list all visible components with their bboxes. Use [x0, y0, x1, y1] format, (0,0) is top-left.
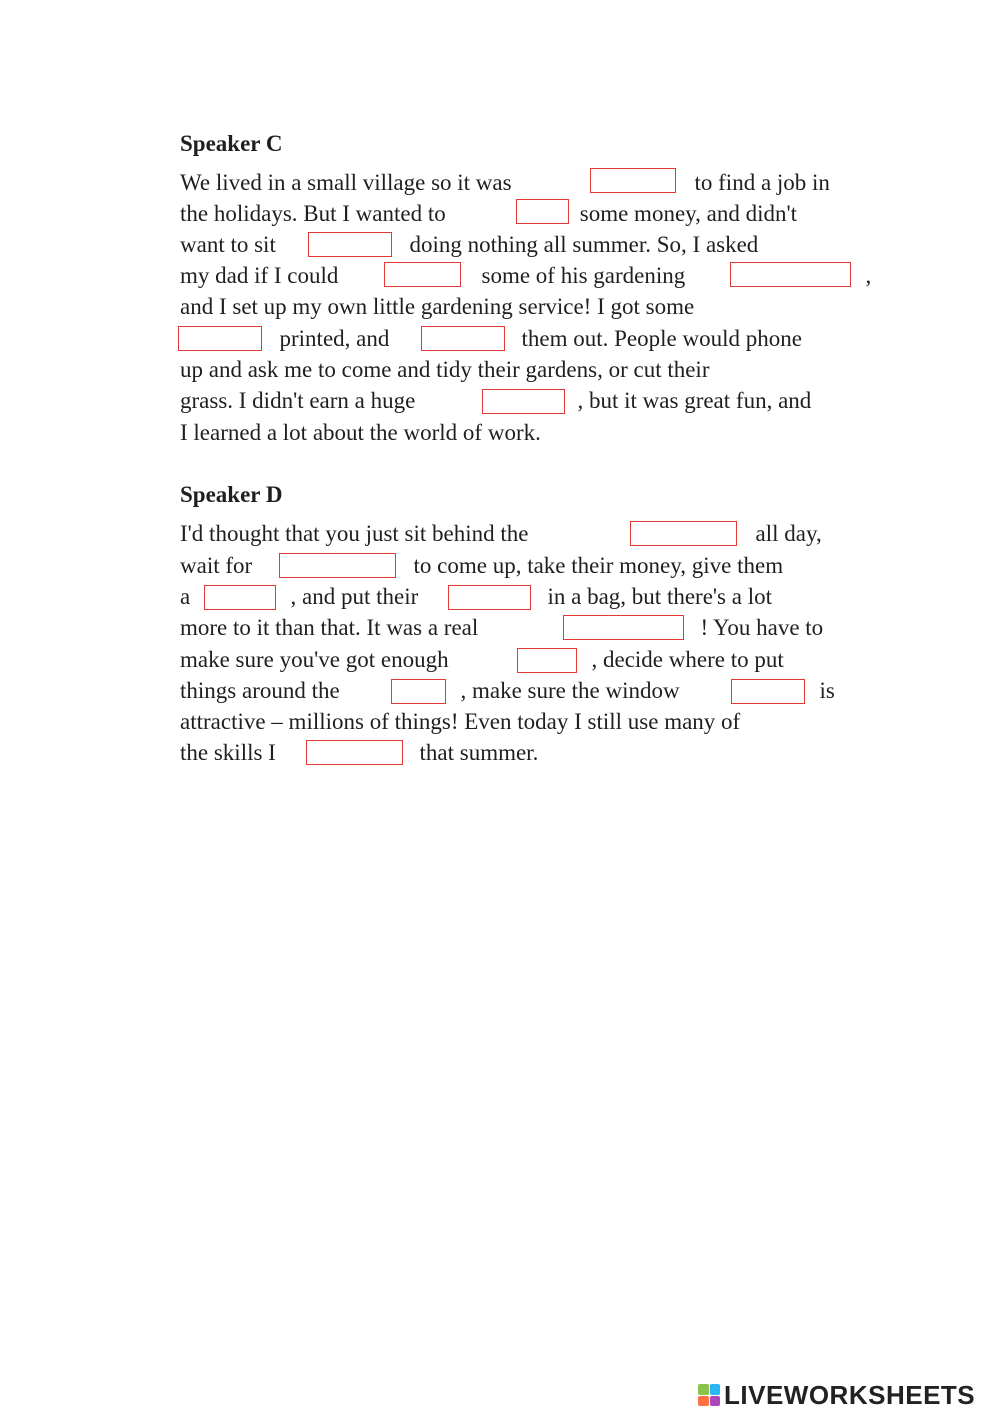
speaker-c-line-1: We lived in a small village so it was: [180, 170, 518, 195]
blank-c-4-input[interactable]: [385, 263, 460, 286]
blank-d-2[interactable]: [279, 553, 396, 578]
speaker-d-line-2: wait for: [180, 553, 258, 578]
speaker-d-line-1-tail: all day,: [744, 521, 822, 546]
speaker-c-line-9: I learned a lot about the world of work.: [180, 420, 541, 445]
blank-d-4[interactable]: [448, 585, 531, 610]
blank-c-1-input[interactable]: [591, 169, 675, 192]
blank-d-1[interactable]: [630, 521, 737, 546]
blank-d-7-input[interactable]: [392, 680, 445, 703]
blank-c-6[interactable]: [178, 326, 262, 351]
speaker-d-line-3: a: [180, 584, 196, 609]
speaker-c-line-1-tail: to find a job in: [683, 170, 830, 195]
speaker-d-line-6-tail: is: [808, 678, 835, 703]
speaker-c-line-4: my dad if I could: [180, 263, 345, 288]
logo-square-e: [710, 1396, 721, 1407]
blank-d-5[interactable]: [563, 615, 684, 640]
speaker-d-line-2-tail: to come up, take their money, give them: [402, 553, 784, 578]
blank-d-4-input[interactable]: [449, 586, 530, 609]
blank-d-7[interactable]: [391, 679, 446, 704]
blank-d-2-input[interactable]: [280, 554, 395, 577]
logo-square-i: [710, 1384, 721, 1395]
liveworksheets-logo[interactable]: [698, 1380, 975, 1410]
blank-c-7[interactable]: [421, 326, 505, 351]
speaker-d-line-3-tail: in a bag, but there's a lot: [536, 584, 772, 609]
blank-c-7-input[interactable]: [422, 327, 504, 350]
blank-c-8-input[interactable]: [483, 390, 564, 413]
blank-c-3[interactable]: [308, 232, 392, 257]
blank-d-6-input[interactable]: [518, 649, 576, 672]
speaker-c-heading: Speaker C: [180, 131, 283, 156]
blank-c-1[interactable]: [590, 168, 676, 193]
speaker-d-line-3-mid: , and put their: [279, 584, 424, 609]
speaker-d-line-5-tail: , decide where to put: [580, 647, 784, 672]
logo-square-v: [698, 1396, 709, 1407]
blank-c-6-input[interactable]: [179, 327, 261, 350]
speaker-c-line-7: up and ask me to come and tidy their gardens, or cut their: [180, 357, 710, 382]
speaker-c-line-8: grass. I didn't earn a huge: [180, 388, 422, 413]
speaker-c-line-6-tail: them out. People would phone: [510, 326, 802, 351]
speaker-c-line-3-tail: doing nothing all summer. So, I asked: [398, 232, 759, 257]
logo-text: LIVEWORKSHEETS: [724, 1379, 976, 1410]
logo-square-l: [698, 1384, 709, 1395]
speaker-c-line-2-tail: some money, and didn't: [574, 201, 798, 226]
speaker-d-line-7: attractive – millions of things! Even today I still use many of: [180, 709, 741, 734]
blank-c-5[interactable]: [730, 262, 851, 287]
speaker-d-line-1: I'd thought that you just sit behind the: [180, 521, 535, 546]
speaker-c-line-6: printed, and: [268, 326, 396, 351]
blank-c-2-input[interactable]: [517, 200, 568, 223]
blank-d-9-input[interactable]: [307, 741, 402, 764]
speaker-d-line-6-mid: , make sure the window: [449, 678, 686, 703]
blank-d-6[interactable]: [517, 648, 577, 673]
speaker-c-line-5: and I set up my own little gardening service! I got some: [180, 294, 695, 319]
speaker-c-line-4-tail: ,: [854, 263, 872, 288]
speaker-d-heading: Speaker D: [180, 482, 283, 507]
blank-c-2[interactable]: [516, 199, 569, 224]
speaker-d-line-8: the skills I: [180, 740, 282, 765]
blank-c-8[interactable]: [482, 389, 565, 414]
speaker-d-line-6: things around the: [180, 678, 346, 703]
blank-d-8-input[interactable]: [732, 680, 804, 703]
speaker-c-line-3: want to sit: [180, 232, 282, 257]
blank-c-4[interactable]: [384, 262, 461, 287]
speaker-d-line-5: make sure you've got enough: [180, 647, 455, 672]
logo-mark-icon: [698, 1384, 720, 1406]
blank-d-8[interactable]: [731, 679, 805, 704]
blank-c-3-input[interactable]: [309, 233, 391, 256]
blank-d-1-input[interactable]: [631, 522, 736, 545]
speaker-d-line-4-tail: ! You have to: [689, 615, 824, 640]
blank-d-3-input[interactable]: [205, 586, 275, 609]
speaker-c-line-8-tail: , but it was great fun, and: [566, 388, 812, 413]
blank-d-9[interactable]: [306, 740, 403, 765]
speaker-d-line-8-tail: that summer.: [408, 740, 539, 765]
speaker-d-line-4: more to it than that. It was a real: [180, 615, 485, 640]
speaker-c-line-2: the holidays. But I wanted to: [180, 201, 452, 226]
blank-c-5-input[interactable]: [731, 263, 850, 286]
speaker-c-line-4-mid: some of his gardening: [470, 263, 692, 288]
blank-d-5-input[interactable]: [564, 616, 683, 639]
blank-d-3[interactable]: [204, 585, 276, 610]
